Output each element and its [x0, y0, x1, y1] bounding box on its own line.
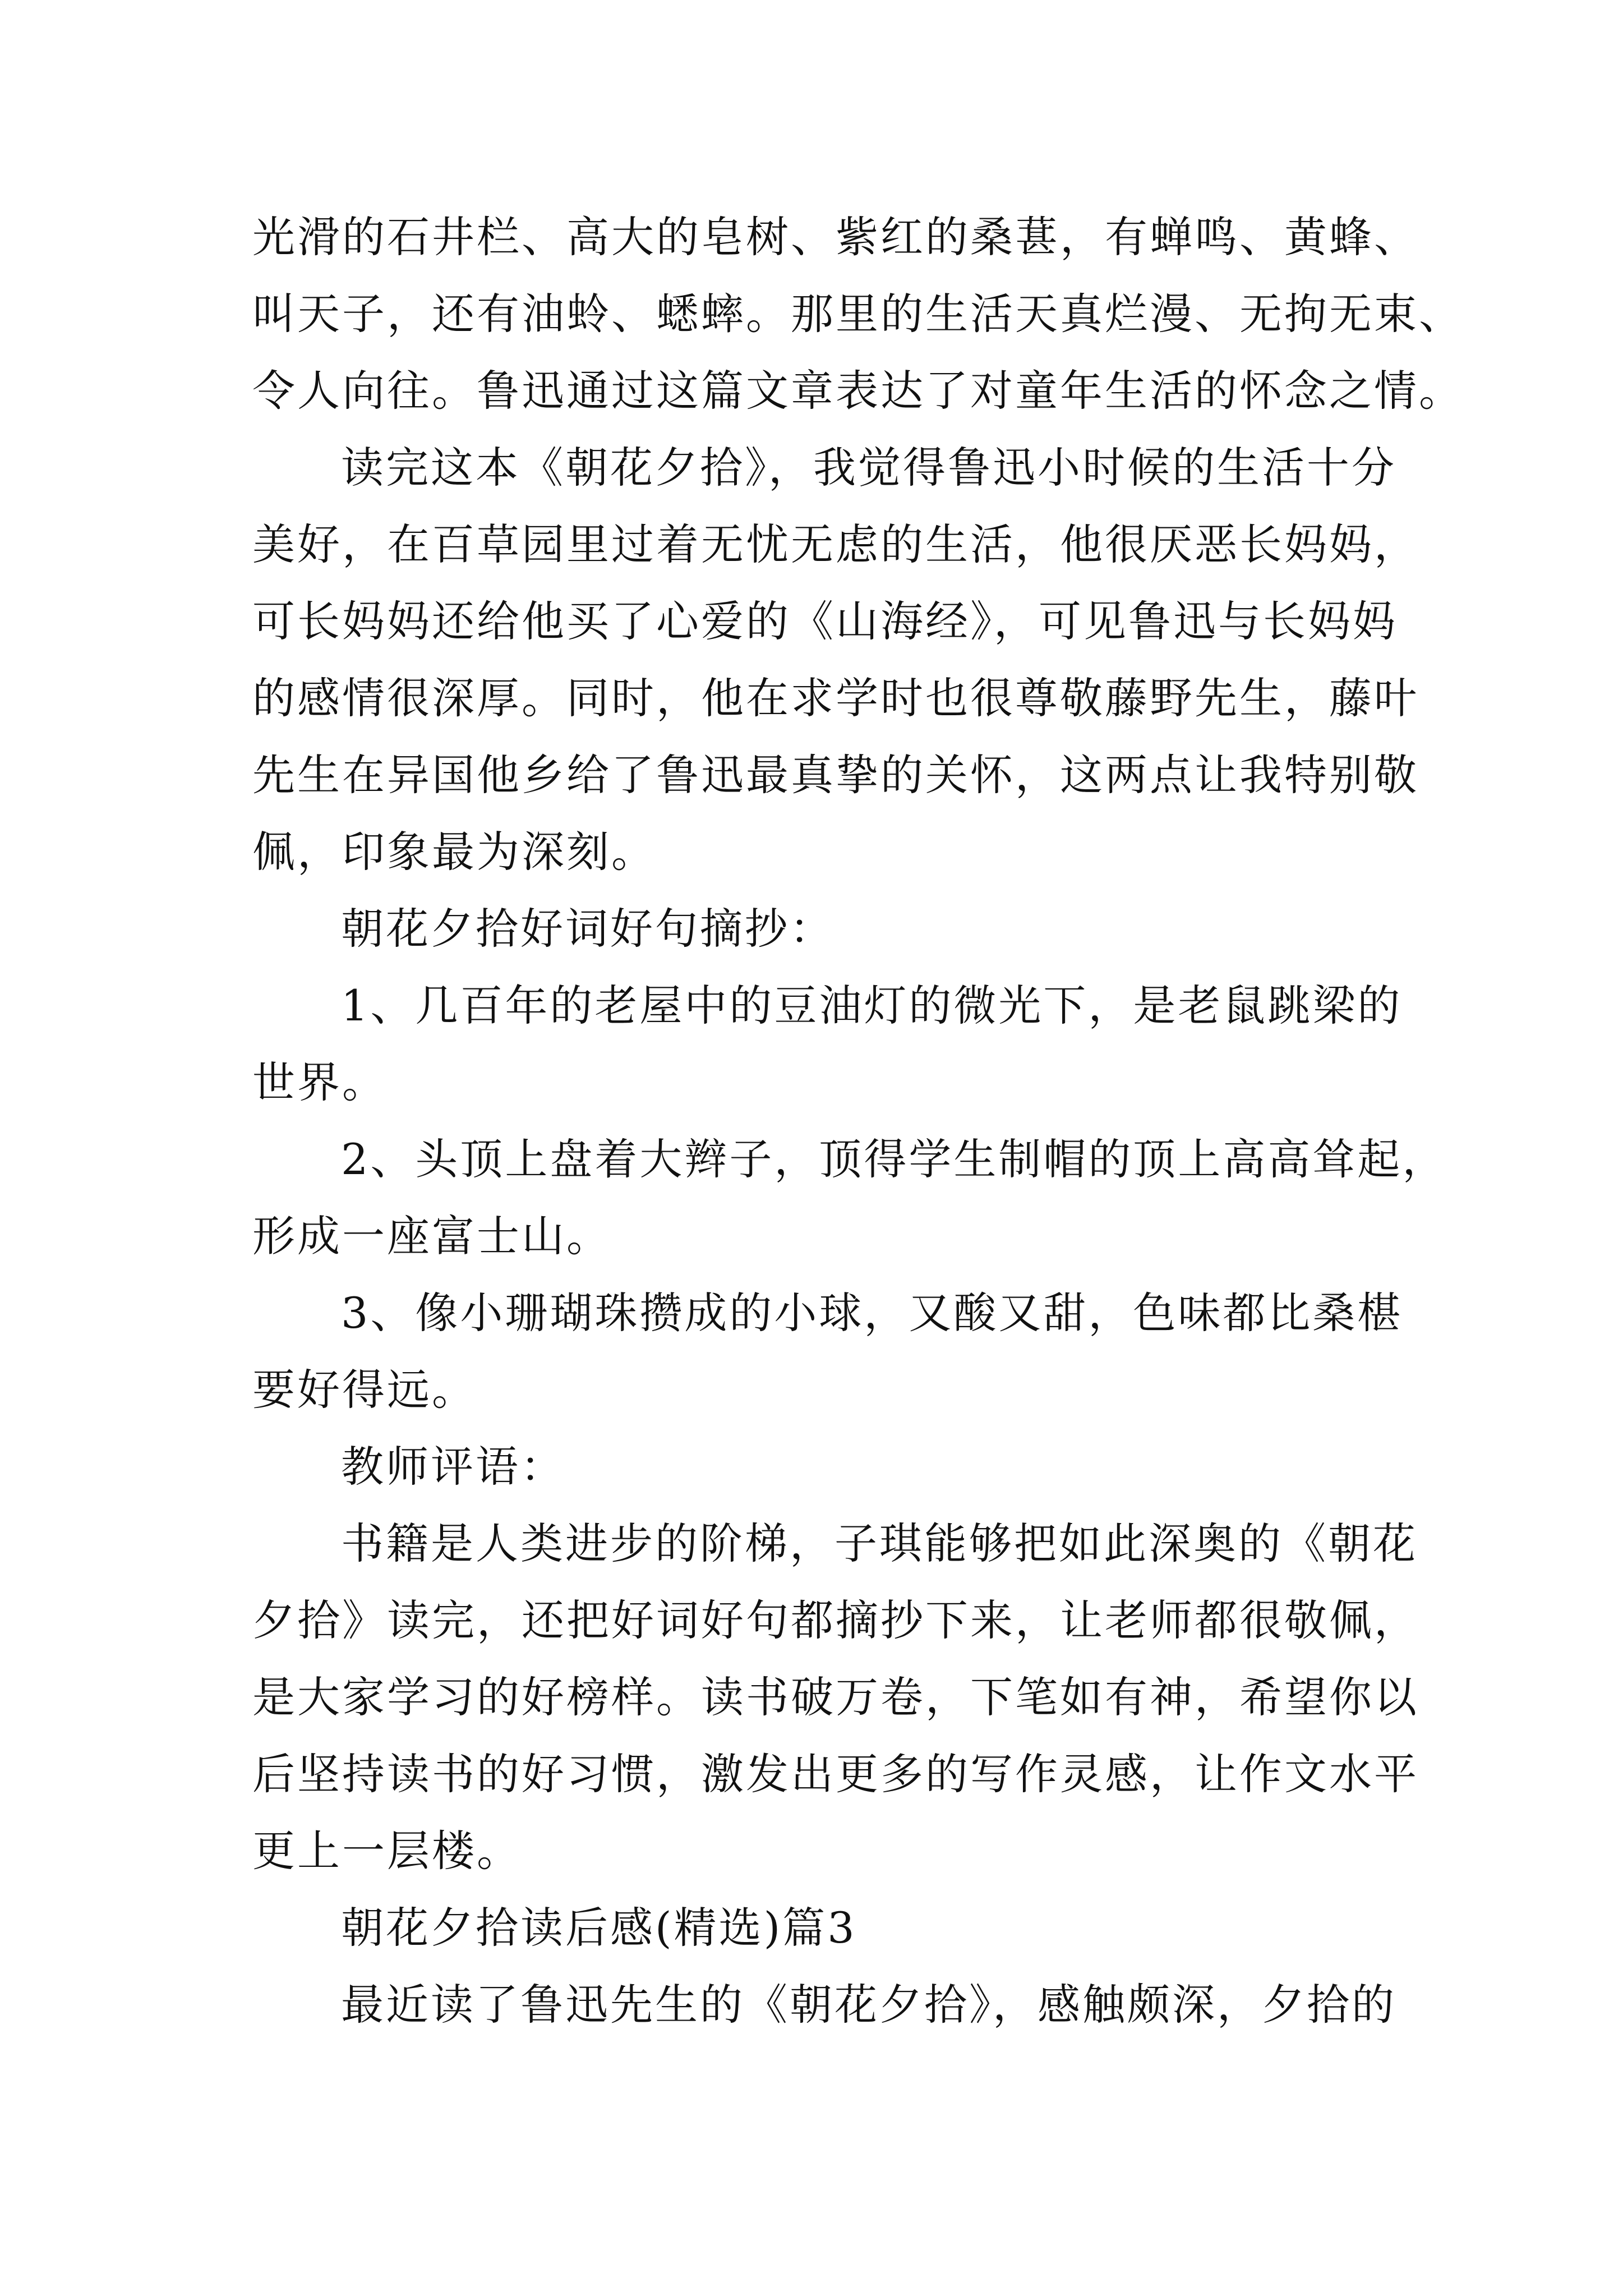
text-line: 朝花夕拾读后感(精选)篇3 [341, 1903, 857, 1953]
text-line: 佩，印象最为深刻。 [252, 827, 656, 877]
text-line: 3、像小珊瑚珠攒成的小球，又酸又甜，色味都比桑椹 [341, 1288, 1403, 1338]
text-line: 1、几百年的老屋中的豆油灯的微光下，是老鼠跳梁的 [341, 981, 1403, 1030]
text-line: 美好，在百草园里过着无忧无虑的生活，他很厌恶长妈妈， [252, 519, 1419, 569]
text-line: 更上一层楼。 [252, 1826, 522, 1876]
text-line: 是大家学习的好榜样。读书破万卷，下笔如有神，希望你以 [252, 1672, 1419, 1722]
text-line: 光滑的石井栏、高大的皂树、紫红的桑葚，有蝉鸣、黄蜂、 [252, 212, 1419, 262]
text-line: 令人向往。鲁迅通过这篇文章表达了对童年生活的怀念之情。 [252, 366, 1464, 416]
text-line: 夕拾》读完，还把好词好句都摘抄下来，让老师都很敬佩， [252, 1595, 1419, 1645]
text-line: 2、头顶上盘着大辫子，顶得学生制帽的顶上高高耸起， [341, 1134, 1447, 1184]
text-line: 可长妈妈还给他买了心爱的《山海经》，可见鲁迅与长妈妈 [252, 596, 1398, 646]
text-line: 朝花夕拾好词好句摘抄： [341, 904, 834, 954]
text-line: 形成一座富士山。 [252, 1211, 611, 1261]
text-line: 要好得远。 [252, 1365, 477, 1415]
text-line: 叫天子，还有油蛉、蟋蟀。那里的生活天真烂漫、无拘无束、 [252, 289, 1464, 339]
text-line: 先生在异国他乡给了鲁迅最真挚的关怀，这两点让我特别敬 [252, 750, 1419, 800]
text-line: 读完这本《朝花夕拾》，我觉得鲁迅小时候的生活十分 [341, 443, 1396, 493]
text-line: 世界。 [252, 1057, 387, 1107]
text-line: 后坚持读书的好习惯，激发出更多的写作灵感，让作文水平 [252, 1749, 1419, 1799]
text-line: 教师评语： [341, 1442, 565, 1492]
text-line: 最近读了鲁迅先生的《朝花夕拾》，感触颇深，夕拾的 [341, 1980, 1396, 2030]
text-line: 书籍是人类进步的阶梯，子琪能够把如此深奥的《朝花 [341, 1519, 1418, 1568]
document-body [252, 210, 1464, 2055]
text-line: 的感情很深厚。同时，他在求学时也很尊敬藤野先生，藤叶 [252, 673, 1419, 723]
